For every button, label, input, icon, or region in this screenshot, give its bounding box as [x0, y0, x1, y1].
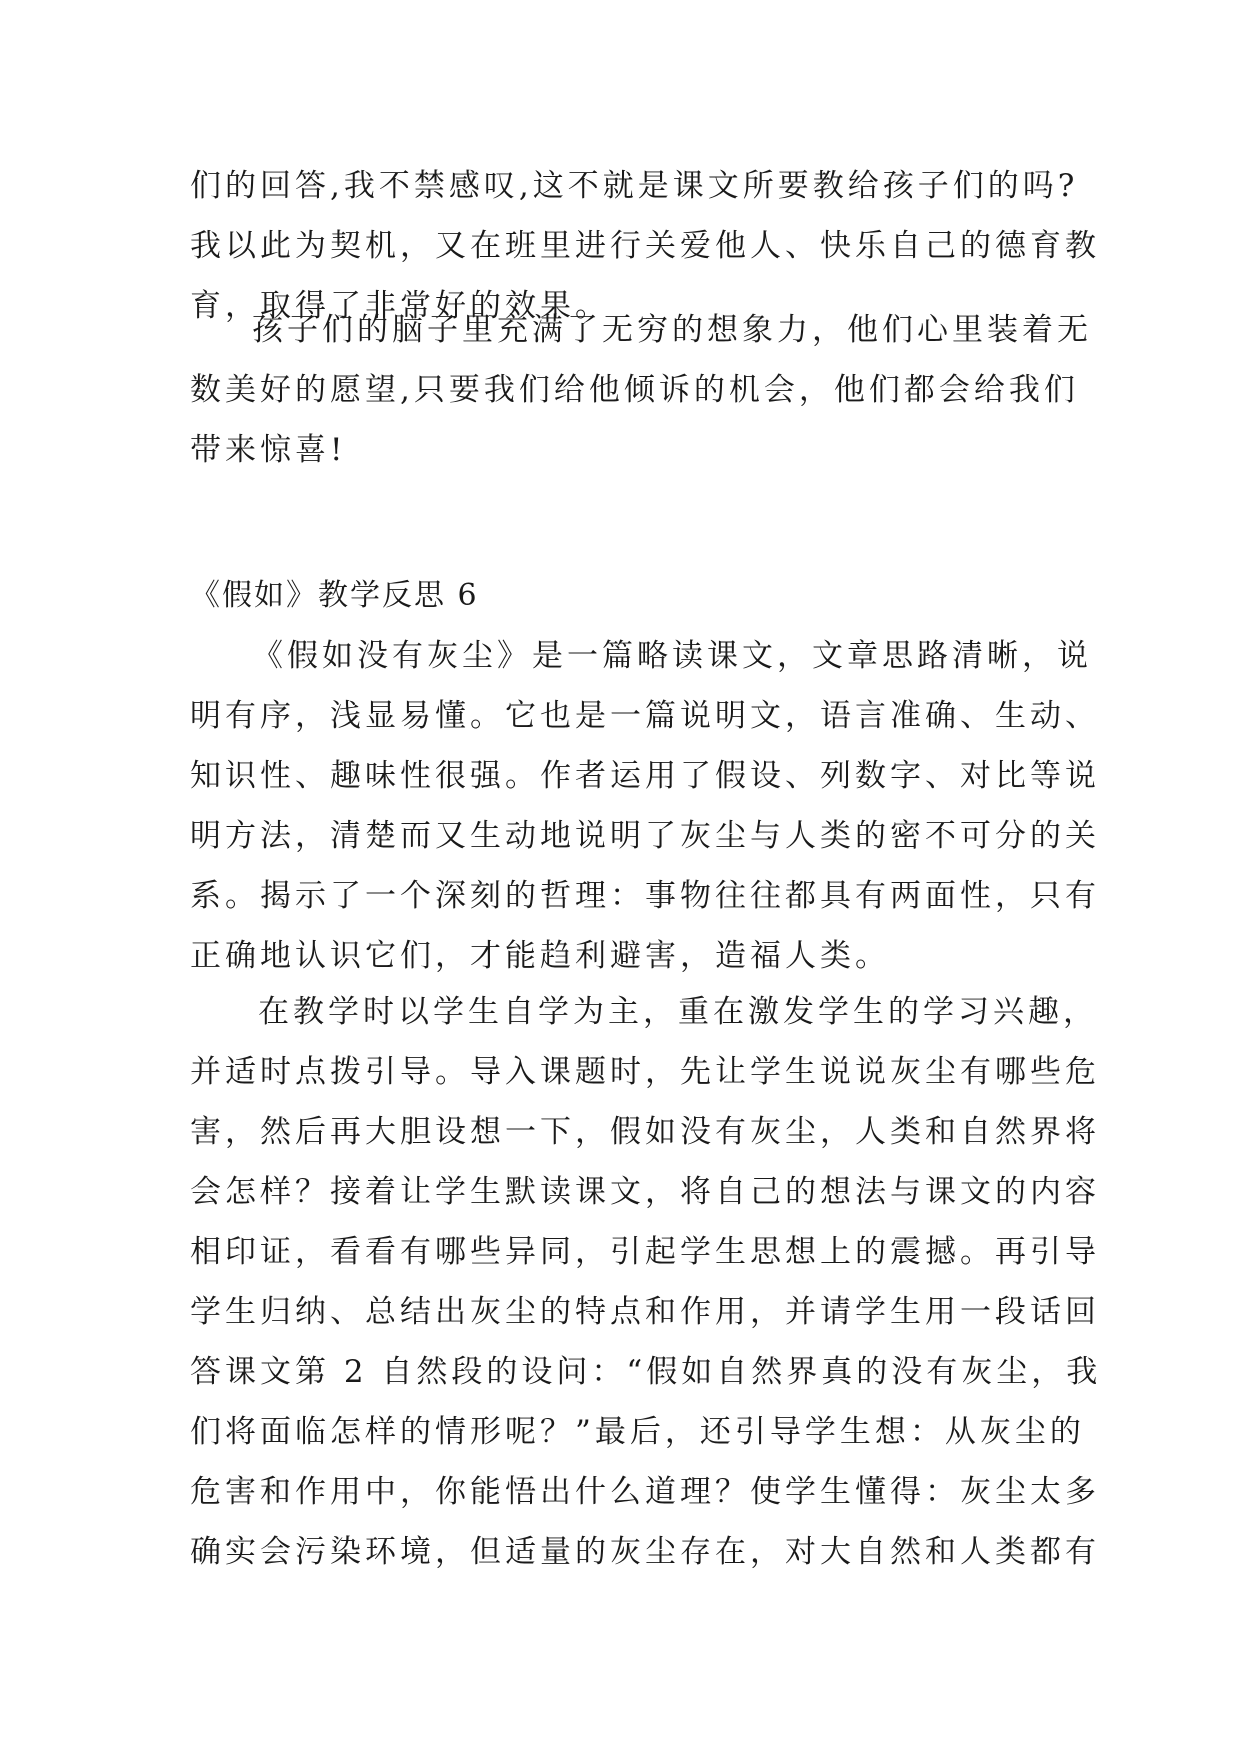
- paragraph-teaching: [190, 982, 1102, 1582]
- text-line: 正确地认识它们，才能趋利避害，造福人类。: [190, 938, 890, 974]
- text-line: 明有序，浅显易懂。它也是一篇说明文，语言准确、生动、: [190, 698, 1100, 734]
- text-line: 《假如没有灰尘》是一篇略读课文，文章思路清晰，说: [252, 638, 1092, 674]
- text-line: 明方法，清楚而又生动地说明了灰尘与人类的密不可分的关: [190, 818, 1100, 854]
- text-line: 确实会污染环境，但适量的灰尘存在，对大自然和人类都有: [190, 1534, 1100, 1570]
- text-line: 孩子们的脑子里充满了无穷的想象力，他们心里装着无: [252, 312, 1092, 348]
- text-line: 害，然后再大胆设想一下，假如没有灰尘，人类和自然界将: [190, 1114, 1100, 1150]
- text-line: 在教学时以学生自学为主，重在激发学生的学习兴趣，: [258, 994, 1098, 1030]
- text-line: 系。揭示了一个深刻的哲理：事物往往都具有两面性，只有: [190, 878, 1100, 914]
- paragraph-intro: [190, 626, 1100, 986]
- section-heading: 《假如》教学反思 6: [190, 578, 479, 613]
- text-line: 数美好的愿望,只要我们给他倾诉的机会，他们都会给我们: [190, 372, 1079, 408]
- text-line: 危害和作用中，你能悟出什么道理？使学生懂得：灰尘太多: [190, 1474, 1100, 1510]
- text-line: 育，取得了非常好的效果。: [190, 288, 610, 324]
- text-line: 会怎样？接着让学生默读课文，将自己的想法与课文的内容: [190, 1174, 1100, 1210]
- text-line: 带来惊喜!: [190, 432, 347, 468]
- text-line: 并适时点拨引导。导入课题时，先让学生说说灰尘有哪些危: [190, 1054, 1100, 1090]
- text-line: 相印证，看看有哪些异同，引起学生思想上的震撼。再引导: [190, 1234, 1100, 1270]
- paragraph-imagination: [190, 300, 1092, 480]
- text-line: 们将面临怎样的情形呢？”最后，还引导学生想：从灰尘的: [190, 1414, 1085, 1450]
- text-line: 们的回答,我不禁感叹,这不就是课文所要教给孩子们的吗?: [190, 168, 1079, 204]
- text-line: 学生归纳、总结出灰尘的特点和作用，并请学生用一段话回: [190, 1294, 1100, 1330]
- text-line: 答课文第 2 自然段的设问：“假如自然界真的没有灰尘，我: [190, 1354, 1102, 1390]
- text-line: 我以此为契机，又在班里进行关爱他人、快乐自己的德育教: [190, 228, 1100, 264]
- text-line: 知识性、趣味性很强。作者运用了假设、列数字、对比等说: [190, 758, 1100, 794]
